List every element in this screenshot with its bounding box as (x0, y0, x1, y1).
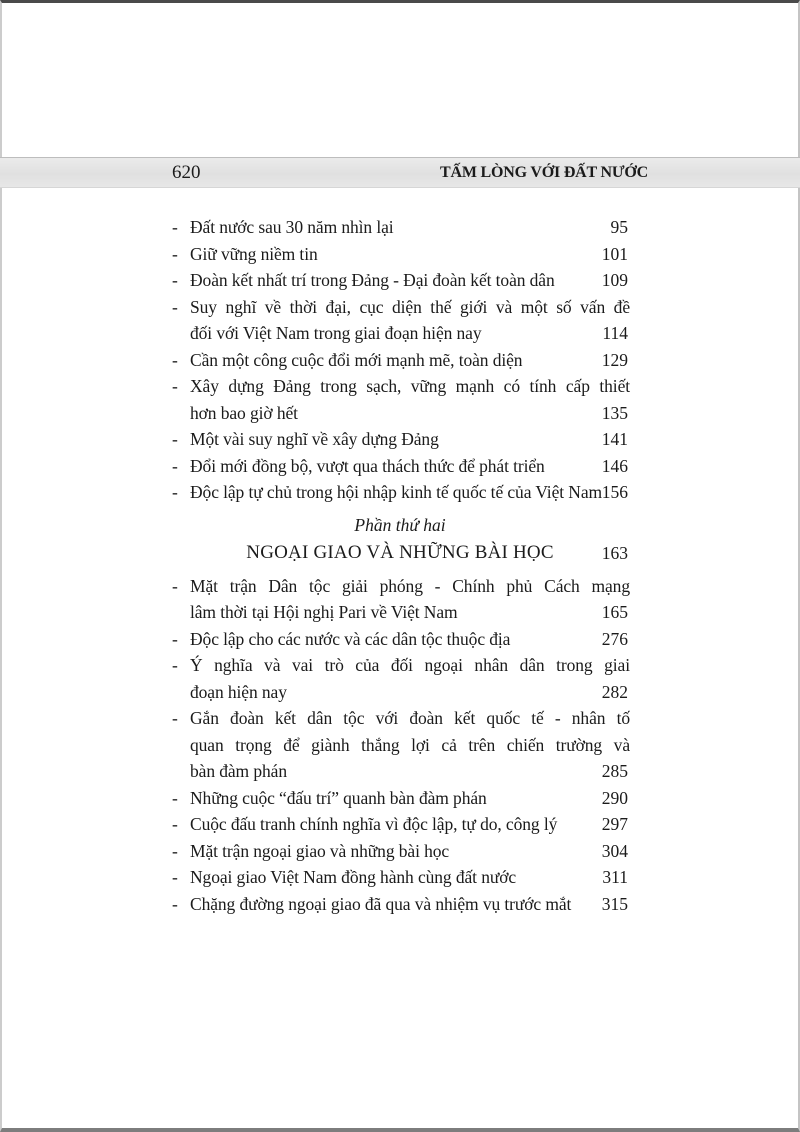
toc-entry-page-number: 101 (601, 243, 628, 264)
toc-entry-line: Độc lập tự chủ trong hội nhập kinh tế quốc tế của Việt Nam (190, 482, 602, 502)
toc-entry-line: quan trọng để giành thắng lợi cả trên chiến trường và (190, 734, 630, 755)
toc-entry (170, 267, 630, 294)
toc-entry-lines (170, 864, 630, 891)
toc-entry-page-number: 156 (601, 482, 628, 502)
toc-entry-marker: - (172, 867, 178, 887)
section-page-number: 163 (601, 543, 628, 563)
section-title: NGOẠI GIAO VÀ NHỮNG BÀI HỌC (246, 541, 554, 563)
toc-entry-marker: - (172, 708, 178, 728)
toc-entry-lines (170, 453, 630, 480)
running-head (0, 157, 800, 188)
toc-entry-page-number: 285 (601, 761, 628, 781)
toc-entry-line: lâm thời tại Hội nghị Pari về Việt Nam (190, 602, 458, 622)
toc-entry-lines (170, 241, 630, 268)
toc-entry-line: Mặt trận ngoại giao và những bài học (190, 840, 450, 861)
toc-entry-page-number: 141 (601, 429, 628, 449)
toc-entry-page-number: 297 (601, 814, 628, 834)
toc-entry-page-number: 109 (601, 270, 628, 290)
toc-entry-page-number: 315 (601, 893, 628, 914)
toc-entry-page-number: 311 (602, 867, 628, 887)
toc-entry-page-number: 135 (601, 402, 628, 423)
toc-entry-lines (170, 785, 630, 812)
toc-entry-marker: - (172, 814, 178, 834)
toc-entry-lines (170, 652, 630, 705)
toc-entry-line: Đổi mới đồng bộ, vượt qua thách thức để phát triển (190, 455, 545, 476)
toc-entry-line: Một vài suy nghĩ về xây dựng Đảng (190, 429, 439, 449)
toc-entry (170, 705, 630, 785)
toc-entry-line: Đoàn kết nhất trí trong Đảng - Đại đoàn kết toàn dân (190, 270, 555, 290)
toc-entry-lines (170, 214, 630, 241)
toc-entry-lines (170, 294, 630, 347)
toc-entry-marker: - (172, 628, 178, 649)
toc-entry-marker: - (172, 429, 178, 449)
toc-entry-marker: - (172, 243, 178, 264)
book-title: TẤM LÒNG VỚI ĐẤT NƯỚC (440, 163, 648, 181)
toc-entry-page-number: 114 (602, 323, 628, 343)
toc-entry (170, 573, 630, 626)
toc-entry-page-number: 276 (601, 628, 628, 649)
toc-entry-line: Những cuộc “đấu trí” quanh bàn đàm phán (190, 787, 487, 808)
toc-entry-marker: - (172, 296, 178, 317)
toc-entry-lines (170, 479, 630, 506)
toc-entry-marker: - (172, 787, 178, 808)
toc-entry-lines (170, 626, 630, 653)
toc-section-1 (170, 214, 630, 506)
toc-entry-marker: - (172, 482, 178, 502)
toc-entry-line: hơn bao giờ hết (190, 402, 298, 423)
part-label: Phần thứ hai (354, 514, 446, 535)
toc-entry-lines (170, 838, 630, 865)
toc-entry-page-number: 290 (601, 787, 628, 808)
toc-entry-lines (170, 573, 630, 626)
toc-entry (170, 426, 630, 453)
toc-entry-marker: - (172, 217, 178, 237)
toc-entry (170, 652, 630, 705)
toc-entry-line: bàn đàm phán (190, 761, 287, 781)
toc-entry-marker: - (172, 840, 178, 861)
toc-entry-line: Cần một công cuộc đổi mới mạnh mẽ, toàn diện (190, 349, 523, 370)
toc-entry-page-number: 304 (601, 840, 628, 861)
toc-entry (170, 373, 630, 426)
toc-entry (170, 294, 630, 347)
toc-entry-line: Độc lập cho các nước và các dân tộc thuộc địa (190, 628, 511, 649)
toc-entry-lines (170, 705, 630, 785)
toc-section-2 (170, 573, 630, 918)
toc-entry-lines (170, 267, 630, 294)
toc-entry (170, 626, 630, 653)
toc-entry-page-number: 282 (601, 681, 628, 702)
toc-entry-lines (170, 811, 630, 838)
toc-entry-lines (170, 373, 630, 426)
toc-entry-line: Đất nước sau 30 năm nhìn lại (190, 217, 394, 237)
toc-entry-marker: - (172, 575, 178, 596)
toc-entry-page-number: 129 (601, 349, 628, 370)
toc-entry-line: đoạn hiện nay (190, 681, 287, 702)
section-title-row (170, 539, 630, 567)
toc-entry-marker: - (172, 270, 178, 290)
toc-entry-lines (170, 347, 630, 374)
toc-entry-line: Suy nghĩ về thời đại, cục diện thế giới và một số vấn đề (190, 296, 630, 317)
table-of-contents (170, 214, 630, 917)
toc-entry-line: đối với Việt Nam trong giai đoạn hiện nay (190, 323, 482, 343)
toc-entry-marker: - (172, 349, 178, 370)
toc-entry-line: Ngoại giao Việt Nam đồng hành cùng đất nước (190, 867, 517, 887)
toc-entry-page-number: 165 (601, 602, 628, 622)
toc-entry-line: Xây dựng Đảng trong sạch, vững mạnh có tính cấp thiết (190, 376, 630, 396)
toc-entry-line: Giữ vững niềm tin (190, 243, 318, 264)
toc-entry (170, 838, 630, 865)
page-number-folio: 620 (172, 161, 201, 183)
toc-entry-line: Chặng đường ngoại giao đã qua và nhiệm vụ trước mắt (190, 893, 572, 914)
toc-entry-marker: - (172, 455, 178, 476)
toc-entry (170, 479, 630, 506)
toc-entry (170, 241, 630, 268)
toc-entry-marker: - (172, 376, 178, 396)
toc-entry (170, 891, 630, 918)
toc-entry-lines (170, 426, 630, 453)
toc-entry-line: Gắn đoàn kết dân tộc với đoàn kết quốc tế - nhân tố (190, 708, 630, 728)
toc-entry-lines (170, 891, 630, 918)
toc-entry (170, 347, 630, 374)
toc-entry (170, 453, 630, 480)
toc-entry (170, 214, 630, 241)
toc-entry-marker: - (172, 893, 178, 914)
toc-entry-page-number: 95 (610, 217, 628, 237)
toc-entry-marker: - (172, 655, 178, 675)
toc-entry-line: Cuộc đấu tranh chính nghĩa vì độc lập, tự do, công lý (190, 814, 558, 834)
toc-entry (170, 811, 630, 838)
toc-entry-page-number: 146 (601, 455, 628, 476)
toc-entry (170, 785, 630, 812)
toc-section-heading (170, 512, 630, 567)
toc-entry (170, 864, 630, 891)
toc-entry-line: Mặt trận Dân tộc giải phóng - Chính phủ Cách mạng (190, 575, 630, 596)
toc-entry-line: Ý nghĩa và vai trò của đối ngoại nhân dân trong giai (190, 655, 630, 675)
